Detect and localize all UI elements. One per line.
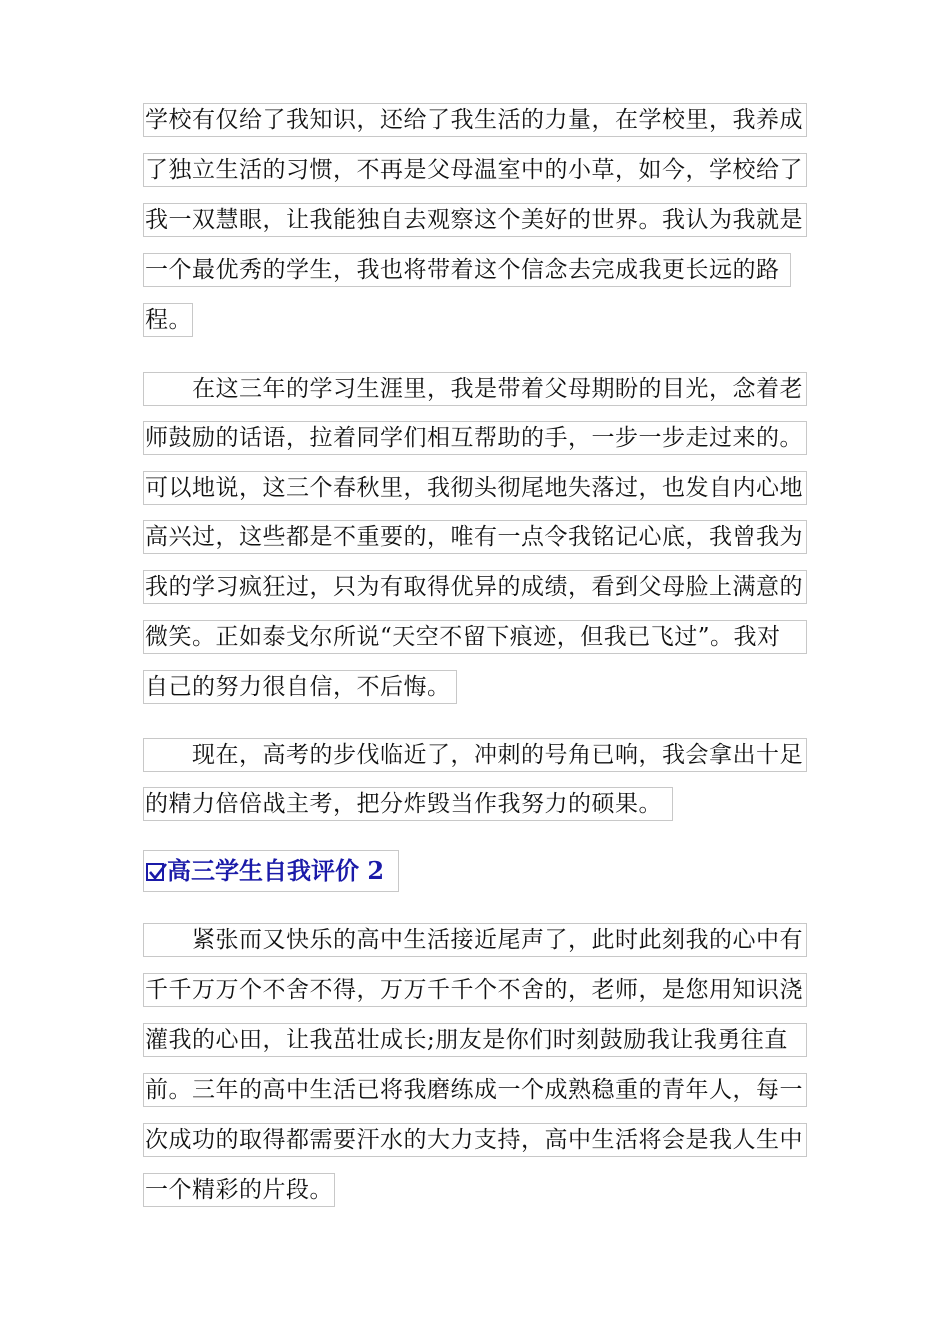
text-line: 在这三年的学习生涯里，我是带着父母期盼的目光，念着老 <box>143 372 807 406</box>
text-line: 千千万万个不舍不得，万万千千个不舍的，老师，是您用知识浇 <box>143 973 807 1007</box>
text-line: 现在，高考的步伐临近了，冲刺的号角已响，我会拿出十足 <box>143 738 807 772</box>
text-line: 的精力倍倍战主考，把分炸毁当作我努力的硕果。 <box>143 787 673 821</box>
text-line: 程。 <box>143 303 193 337</box>
text-line: 前。三年的高中生活已将我磨练成一个成熟稳重的青年人，每一 <box>143 1073 807 1107</box>
checkbox-checked-icon <box>146 863 164 881</box>
text-line: 自己的努力很自信，不后悔。 <box>143 670 457 704</box>
text-line: 紧张而又快乐的高中生活接近尾声了，此时此刻我的心中有 <box>143 923 807 957</box>
text-line: 我一双慧眼，让我能独自去观察这个美好的世界。我认为我就是 <box>143 203 807 237</box>
section-heading <box>143 850 399 892</box>
text-line: 师鼓励的话语，拉着同学们相互帮助的手，一步一步走过来的。 <box>143 421 807 455</box>
text-line: 微笑。正如泰戈尔所说“天空不留下痕迹，但我已飞过”。我对 <box>143 620 807 654</box>
text-line: 次成功的取得都需要汗水的大力支持，高中生活将会是我人生中 <box>143 1123 807 1157</box>
text-line: 我的学习疯狂过，只为有取得优异的成绩，看到父母脸上满意的 <box>143 570 807 604</box>
text-line: 了独立生活的习惯，不再是父母温室中的小草，如今，学校给了 <box>143 153 807 187</box>
text-line: 灌我的心田，让我茁壮成长;朋友是你们时刻鼓励我让我勇往直 <box>143 1023 807 1057</box>
text-line: 可以地说，这三个春秋里，我彻头彻尾地失落过，也发自内心地 <box>143 471 807 505</box>
text-line: 一个精彩的片段。 <box>143 1173 335 1207</box>
section-heading-text: 高三学生自我评价 2 <box>167 856 385 885</box>
text-line: 高兴过，这些都是不重要的，唯有一点令我铭记心底，我曾我为 <box>143 520 807 554</box>
text-line: 学校有仅给了我知识，还给了我生活的力量，在学校里，我养成 <box>143 103 807 137</box>
text-line: 一个最优秀的学生，我也将带着这个信念去完成我更长远的路 <box>143 253 791 287</box>
